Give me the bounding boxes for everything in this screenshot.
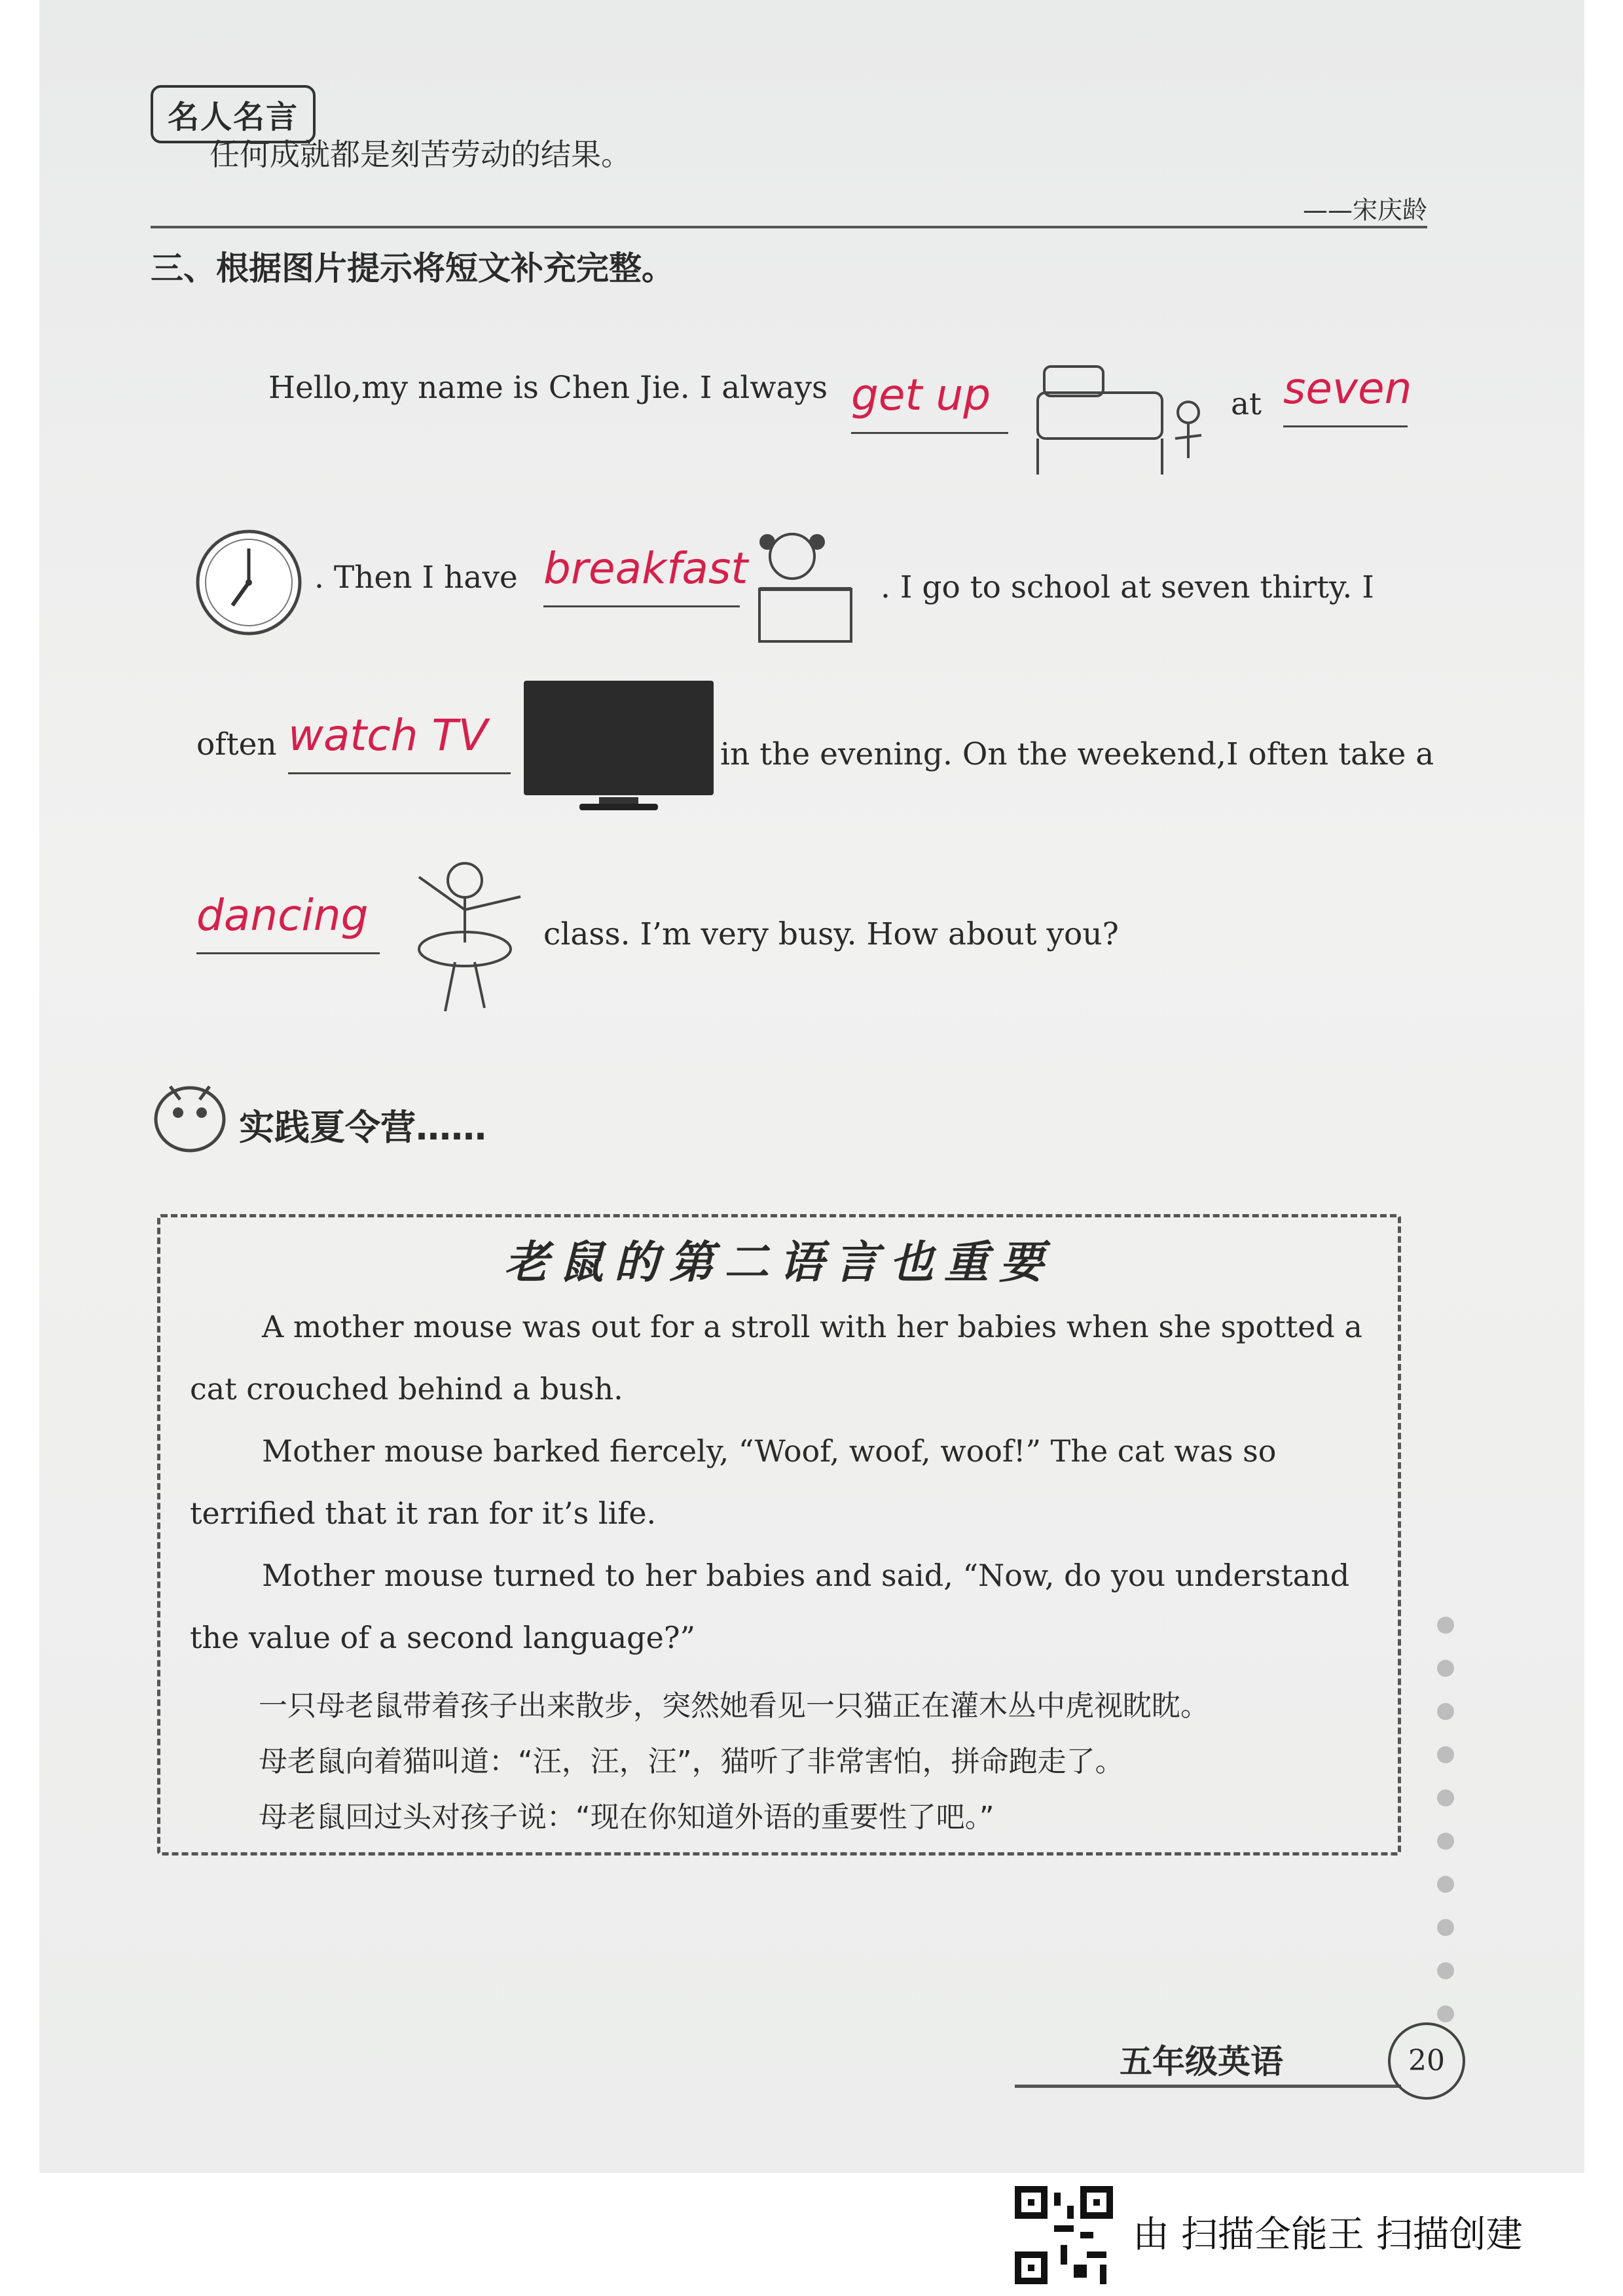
answer-blank-3 — [543, 543, 748, 607]
tv-illustration — [524, 681, 720, 825]
quote-author: ——宋庆龄 — [1303, 196, 1428, 224]
qr-code-icon — [1015, 2186, 1113, 2284]
story-cn-line3: 母老鼠回过头对孩子说：“现在你知道外语的重要性了吧。” — [259, 1801, 994, 1834]
clock-illustration — [190, 524, 308, 641]
text-line-3b: in the evening. On the weekend,I often take a — [720, 736, 1434, 772]
practice-section-title: 实践夏令营…… — [239, 1107, 486, 1148]
ballet-girl-illustration — [393, 851, 537, 1021]
bed-girl-illustration — [1025, 321, 1208, 491]
header-divider — [151, 226, 1427, 228]
scan-credit: 由 扫描全能王 扫描创建 — [1133, 2214, 1523, 2256]
text-line-3a: often — [196, 726, 277, 762]
footer-divider — [1015, 2085, 1401, 2088]
handwritten-answer-4: watch TV — [288, 710, 488, 761]
page-number: 20 — [1388, 2022, 1465, 2100]
quote-text: 任何成就都是刻苦劳动的结果。 — [210, 137, 631, 172]
text-line-1a: Hello,my name is Chen Jie. I always — [268, 370, 828, 406]
story-title: 老鼠的第二语言也重要 — [503, 1236, 1054, 1289]
answer-blank-2 — [1283, 363, 1412, 427]
answer-blank-4 — [288, 710, 511, 774]
mascot-icon — [144, 1073, 236, 1158]
girl-eating-illustration — [714, 524, 884, 655]
handwritten-answer-1: get up — [851, 370, 991, 420]
story-p3-line2: the value of a second language?” — [190, 1620, 696, 1655]
handwritten-answer-5: dancing — [196, 890, 369, 941]
story-p2-line2: terrified that it ran for it’s life. — [190, 1496, 657, 1531]
text-line-2b: . I go to school at seven thirty. I — [881, 569, 1374, 605]
story-p2-line1: Mother mouse barked fiercely, “Woof, woof, woof!” The cat was so — [262, 1433, 1277, 1469]
story-cn-line2: 母老鼠向着猫叫道：“汪，汪，汪”，猫听了非常害怕，拼命跑走了。 — [259, 1745, 1124, 1778]
text-line-2a: . Then I have — [314, 560, 518, 596]
story-p1-line1: A mother mouse was out for a stroll with her babies when she spotted a — [262, 1309, 1362, 1344]
answer-blank-5 — [196, 890, 380, 954]
handwritten-answer-2: seven — [1283, 363, 1412, 414]
section-title: 三、根据图片提示将短文补充完整。 — [151, 249, 674, 287]
quote-badge: 名人名言 — [151, 85, 316, 143]
text-line-1b: at — [1231, 386, 1262, 422]
handwritten-answer-3: breakfast — [543, 543, 748, 594]
decorative-dots — [1437, 1617, 1454, 2049]
story-p1-line2: cat crouched behind a bush. — [190, 1371, 623, 1407]
text-line-4b: class. I’m very busy. How about you? — [543, 916, 1119, 952]
answer-blank-1 — [851, 370, 1008, 434]
story-cn-line1: 一只母老鼠带着孩子出来散步，突然她看见一只猫正在灌木丛中虎视眈眈。 — [259, 1689, 1209, 1723]
story-p3-line1: Mother mouse turned to her babies and said, “Now, do you understand — [262, 1558, 1350, 1593]
book-title-footer: 五年级英语 — [1120, 2043, 1283, 2081]
